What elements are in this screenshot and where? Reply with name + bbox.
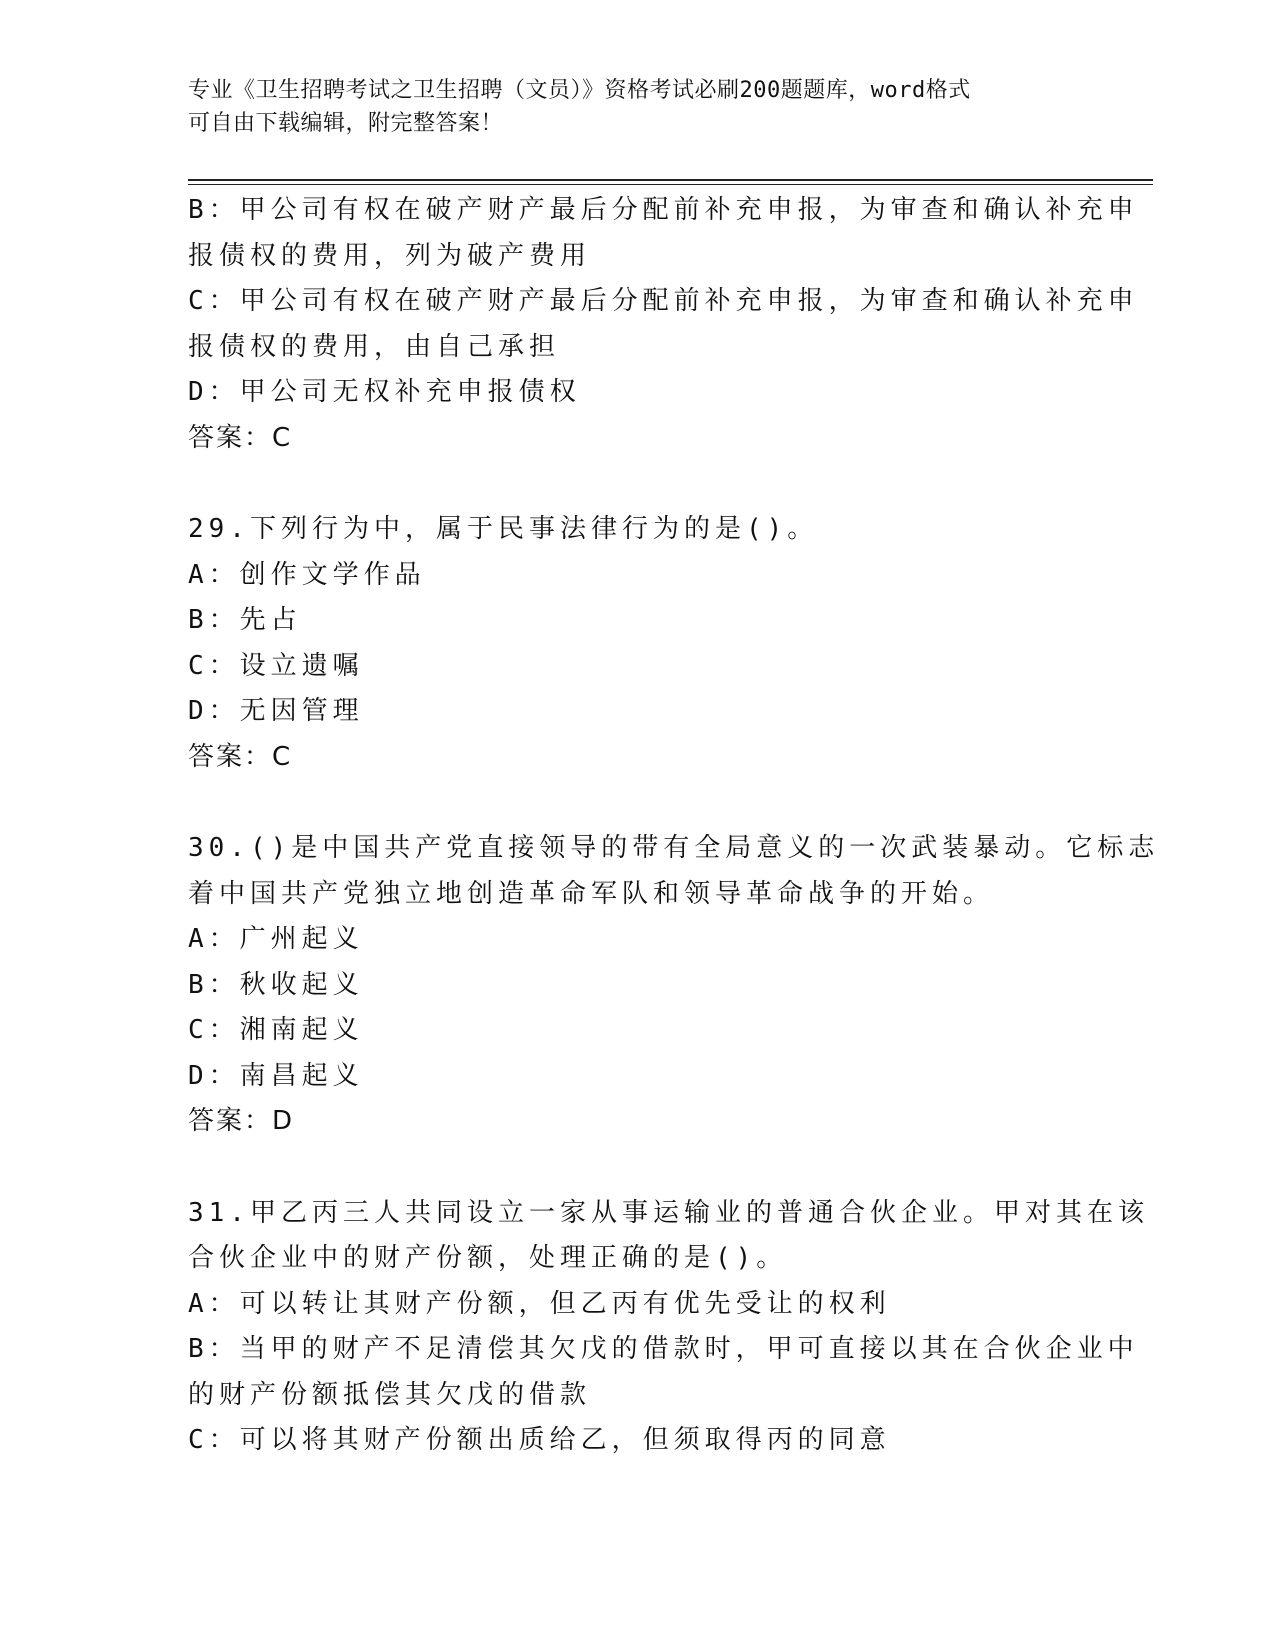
q30-option-c: C：湘南起义 <box>188 1015 364 1045</box>
q31-stem-line1: 31.甲乙丙三人共同设立一家从事运输业的普通合伙企业。甲对其在该 <box>188 1197 1149 1228</box>
header-rule-thick <box>188 179 1153 181</box>
q28-option-c-line2: 报债权的费用，由自己承担 <box>188 331 561 362</box>
spacer <box>188 780 1088 826</box>
q31-stem-line2: 合伙企业中的财产份额，处理正确的是()。 <box>188 1243 788 1273</box>
question-28-tail <box>188 188 1139 461</box>
q28-option-b-line2: 报债权的费用，列为破产费用 <box>188 240 592 271</box>
q29-option-c: C：设立遗嘱 <box>188 650 364 681</box>
q30-stem-line2: 着中国共产党独立地创造革命军队和领导革命战争的开始。 <box>188 878 995 909</box>
q30-option-d: D：南昌起义 <box>188 1060 364 1091</box>
q30-option-a: A：广州起义 <box>188 924 364 954</box>
spacer <box>188 461 1088 507</box>
q28-option-c-line1: C：甲公司有权在破产财产最后分配前补充申报，为审查和确认补充申 <box>188 286 1139 316</box>
q28-option-b-line1: B：甲公司有权在破产财产最后分配前补充申报，为审查和确认补充申 <box>188 195 1139 225</box>
q28-answer: 答案：C <box>188 422 293 453</box>
question-31 <box>188 1191 1149 1464</box>
q29-option-b: B：先占 <box>188 605 302 635</box>
q31-option-c: C：可以将其财产份额出质给乙，但须取得丙的同意 <box>188 1425 891 1455</box>
question-content <box>188 188 1160 1464</box>
q28-option-d: D：甲公司无权补充申报债权 <box>188 377 581 407</box>
header-line-2: 可自由下载编辑，附完整答案！ <box>188 111 504 136</box>
q29-stem: 29.下列行为中，属于民事法律行为的是()。 <box>188 514 819 544</box>
page-header <box>188 74 1088 140</box>
q30-answer: 答案：D <box>188 1106 295 1136</box>
header-line-1: 专业《卫生招聘考试之卫生招聘（文员）》资格考试必刷200题题库，word格式 <box>188 78 971 103</box>
q29-option-d: D：无因管理 <box>188 696 364 726</box>
question-29 <box>188 507 1088 780</box>
q30-option-b: B：秋收起义 <box>188 969 364 1000</box>
q31-option-a: A：可以转让其财产份额，但乙丙有优先受让的权利 <box>188 1288 891 1319</box>
spacer <box>188 1145 1088 1191</box>
q29-option-a: A：创作文学作品 <box>188 559 426 590</box>
q29-answer: 答案：C <box>188 741 293 772</box>
question-30 <box>188 826 1160 1145</box>
q30-stem-line1: 30.()是中国共产党直接领导的带有全局意义的一次武装暴动。它标志 <box>188 833 1160 863</box>
q31-option-b-line2: 的财产份额抵偿其欠戊的借款 <box>188 1379 592 1410</box>
header-rule-thin <box>188 184 1153 185</box>
q31-option-b-line1: B：当甲的财产不足清偿其欠戊的借款时，甲可直接以其在合伙企业中 <box>188 1334 1139 1364</box>
